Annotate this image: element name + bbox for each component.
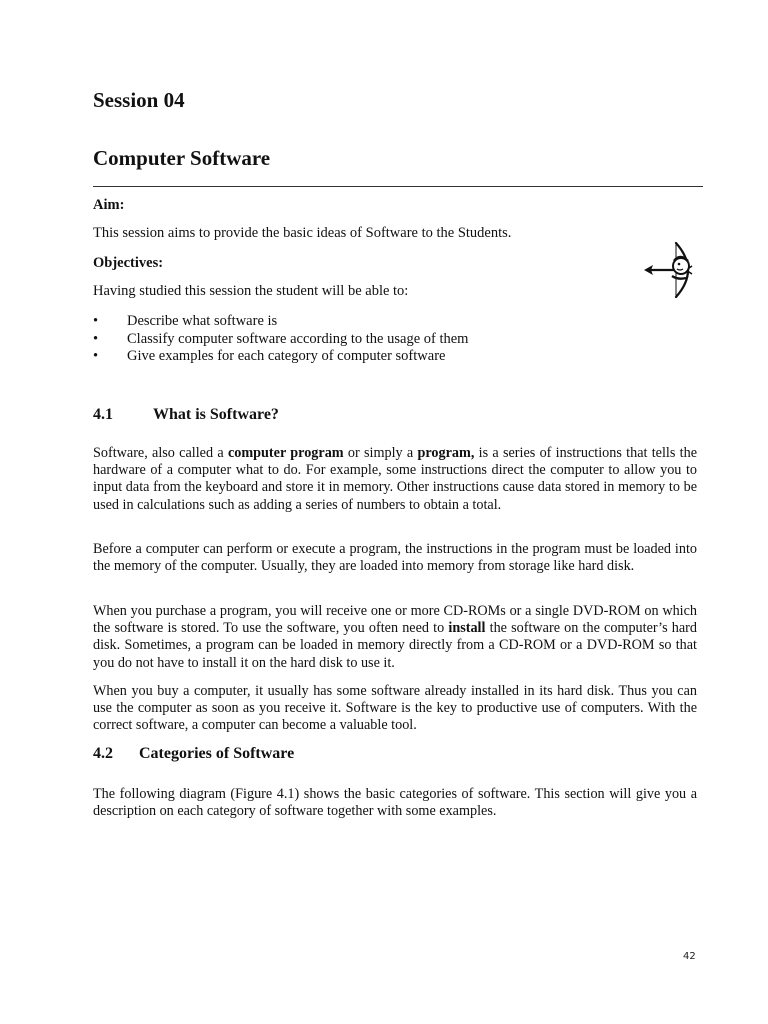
- session-label: Session 04: [93, 88, 185, 112]
- aim-label: Aim:: [93, 197, 125, 213]
- objectives-list: [93, 313, 653, 366]
- paragraph: [93, 603, 697, 672]
- bold-term: install: [448, 620, 486, 637]
- aim-text: This session aims to provide the basic ideas of Software to the Students.: [93, 225, 512, 241]
- title-divider: [93, 186, 703, 187]
- section-heading-4-2: [93, 745, 294, 763]
- section-number: 4.2: [93, 745, 113, 762]
- bold-term: program,: [417, 445, 475, 461]
- objective-text: Describe what software is: [127, 313, 278, 329]
- paragraph: When you buy a computer, it usually has some software already installed in its hard disk. Thus you can use the computer as soon as you receive it. Software is the key to productive use of computers. With the correct software, a computer can become a valuable tool.: [93, 683, 697, 734]
- text-run: the software on the computer’s hard disk. Sometimes, a program can be loaded in memory directly from a CD-ROM or a DVD-ROM so that you do not have to install it on the hard disk to use it.: [93, 620, 697, 671]
- paragraph: [93, 445, 697, 514]
- section-heading-4-1: [93, 406, 279, 424]
- section-number: 4.1: [93, 406, 113, 423]
- section-title: Categories of Software: [139, 745, 295, 762]
- objective-text: Classify computer software according to the usage of them: [127, 330, 469, 347]
- archer-icon: [642, 240, 700, 300]
- list-item: [93, 313, 653, 331]
- objective-text: Give examples for each category of computer software: [127, 348, 446, 364]
- list-item: [93, 331, 653, 349]
- page-number: 42: [683, 951, 696, 962]
- text-run: is a series of instructions that tells the hardware of a computer what to do. For example, some instructions direct the computer to allow you to input data from the keyboard and store it in memory. Other instructions cause data stored in memory to be used in calculations such as adding a series of numbers to obtain a total.: [93, 445, 697, 513]
- section-title: What is Software?: [153, 406, 279, 423]
- text-run: When you purchase a program, you will receive one or more CD-ROMs or a single DVD-ROM on which the software is stored. To use the software, you often need to: [93, 603, 697, 637]
- objectives-label: Objectives:: [93, 255, 164, 271]
- paragraph: The following diagram (Figure 4.1) shows the basic categories of software. This section will give you a description on each category of software together with some examples.: [93, 786, 697, 820]
- text-run: Software, also called a: [93, 445, 228, 461]
- text-run: or simply a: [343, 445, 418, 461]
- bullet-icon: •: [93, 330, 99, 347]
- page-title: Computer Software: [93, 146, 271, 170]
- bold-term: computer program: [227, 445, 344, 461]
- list-item: [93, 348, 653, 366]
- bullet-icon: •: [93, 348, 99, 364]
- bullet-icon: •: [93, 313, 99, 329]
- objectives-intro: Having studied this session the student will be able to:: [93, 283, 409, 299]
- paragraph: Before a computer can perform or execute a program, the instructions in the program must be loaded into the memory of the computer. Usually, they are loaded into memory from storage like hard disk.: [93, 541, 697, 575]
